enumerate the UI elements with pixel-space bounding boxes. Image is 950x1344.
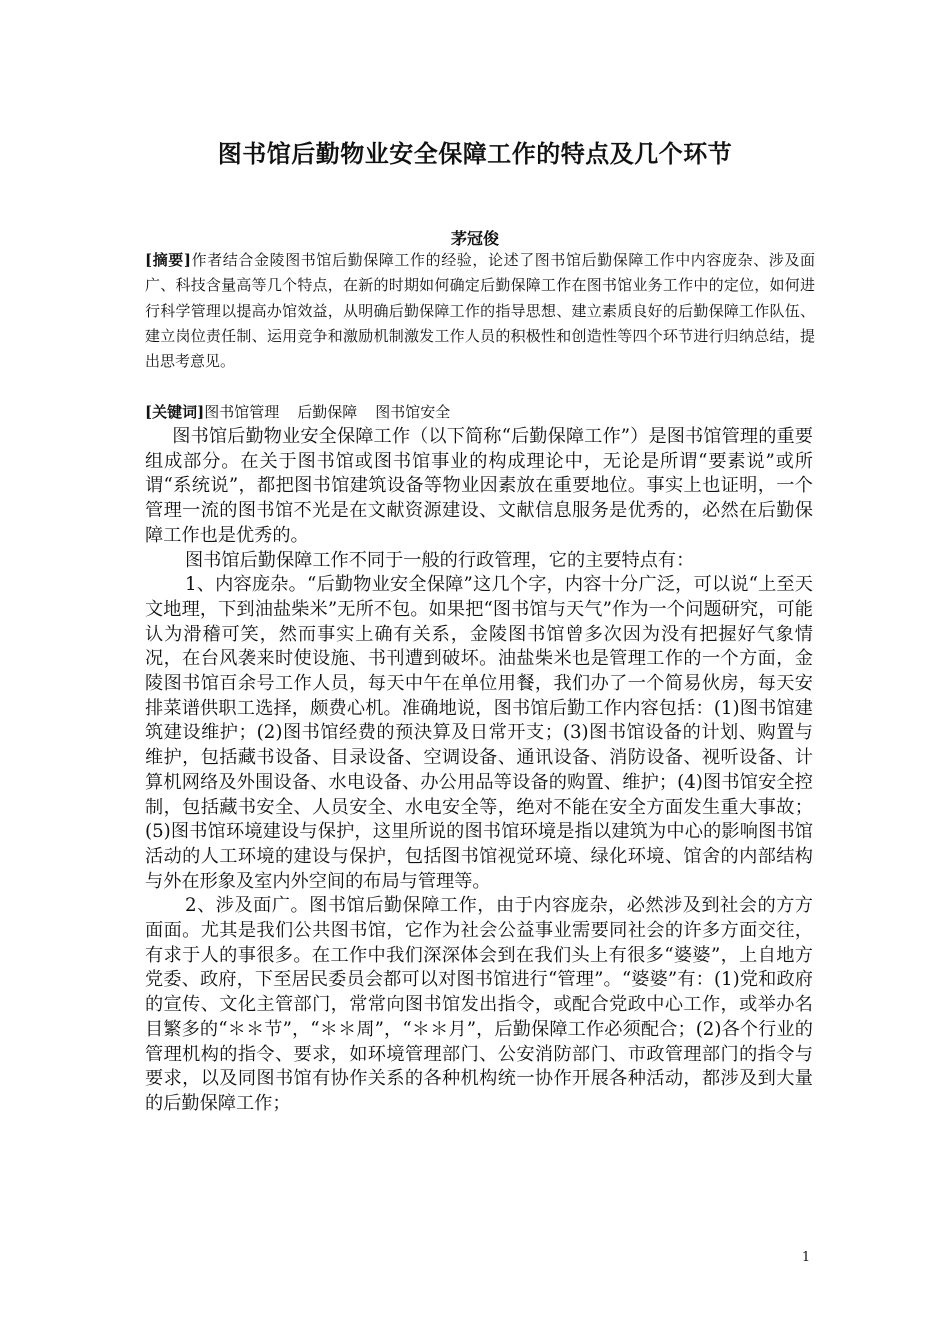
body-paragraph: 1、内容庞杂。“后勤物业安全保障”这几个字，内容十分广泛，可以说“上至天文地理，下到油盐柴米”无所不包。如果把“图书馆与天气”作为一个问题研究，可能认为滑稽可笑，然而事实上确有关系，金陵图书馆曾多次因为没有把握好气象情况，在台风袭来时使设施、书刊遭到破坏。油盐柴米也是管理工作的一个方面，金陵图书馆百余号工作人员，每天中午在单位用餐，我们办了一个简易伙房，每天安排菜谱供职工选择，颇费心机。准确地说，图书馆后勤工作内容包括：(1)图书馆建筑建设维护；(2)图书馆经费的预決算及日常开支；(3)图书馆设备的计划、购置与维护，包括藏书设备、目录设备、空调设备、通讯设备、消防设备、视听设备、计算机网络及外围设备、水电设备、办公用品等设备的购置、维护；(4)图书馆安全控制，包括藏书安全、人员安全、水电安全等，绝对不能在安全方面发生重大事故；(5)图书馆环境建设与保护，这里所说的图书馆环境是指以建筑为中心的影响图书馆活动的人工环境的建设与保护，包括图书馆视觉环境、绿化环境、馆舍的内部结构与外在形象及室内外空间的布局与管理等。 (145, 574, 813, 892)
abstract-label: [摘要] (145, 251, 191, 269)
abstract-text: 作者结合金陵图书馆后勤保障工作的经验，论述了图书馆后勤保障工作中内容庞杂、涉及面广、科技含量高等几个特点，在新的时期如何确定后勤保障工作在图书馆业务工作中的定位，如何进行科学管理以提高办馆效益，从明确后勤保障工作的指导思想、建立素质良好的后勤保障工作队伍、建立岗位责任制、运用竞争和激励机制激发工作人员的积极性和创造性等四个环节进行归纳总结，提出思考意见。 (145, 251, 815, 371)
body-text (145, 425, 813, 1117)
author-name: 茅冠俊 (450, 229, 499, 248)
keywords (145, 400, 815, 424)
body-paragraph: 2、涉及面广。图书馆后勤保障工作，由于内容庞杂，必然涉及到社会的方方面面。尤其是我们公共图书馆，它作为社会公益事业需要同社会的许多方面交往，有求于人的事很多。在工作中我们深深体会到在我们头上有很多“婆婆”，上自地方党委、政府，下至居民委员会都可以对图书馆进行“管理”。“婆婆”有：(1)党和政府的宣传、文化主管部门，常常向图书馆发出指令，或配合党政中心工作，或举办名目繁多的“＊＊节”，“＊＊周”，“＊＊月”，后勤保障工作必须配合；(2)各个行业的管理机构的指令、要求，如环境管理部门、公安消防部门、市政管理部门的指令与要求，以及同图书馆有协作关系的各种机构统一协作开展各种活动，都涉及到大量的后勤保障工作； (145, 895, 813, 1114)
abstract (145, 248, 815, 374)
keyword-item: 后勤保障 (297, 403, 358, 421)
page-number: 1 (801, 1250, 811, 1265)
keyword-item: 图书馆安全 (375, 403, 451, 421)
body-paragraph: 图书馆后勤物业安全保障工作（以下简称“后勤保障工作”）是图书馆管理的重要组成部分。在关于图书馆或图书馆事业的构成理论中，无论是所谓“要素说”或所谓“系统说”，都把图书馆建筑设备等物业因素放在重要地位。事实上也证明，一个管理一流的图书馆不光是在文献资源建设、文献信息服务是优秀的，必然在后勤保障工作也是优秀的。 (145, 426, 813, 546)
body-paragraph: 图书馆后勤保障工作不同于一般的行政管理，它的主要特点有： (185, 549, 695, 571)
keywords-label: [关键词] (145, 403, 205, 421)
document-title: 图书馆后勤物业安全保障工作的特点及几个环节 (217, 140, 733, 168)
keyword-item: 图书馆管理 (204, 403, 280, 421)
